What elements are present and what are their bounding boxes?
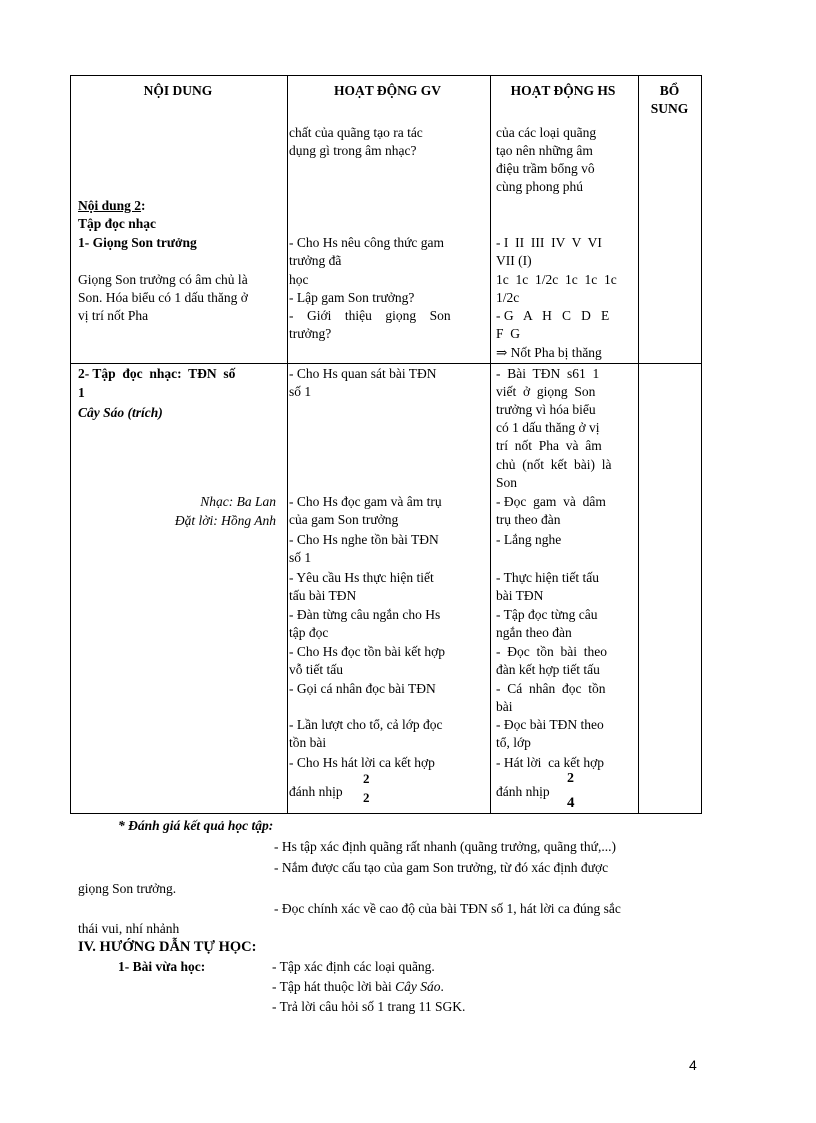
- row-divider: [71, 363, 701, 364]
- hs-activity-line: - Thực hiện tiết tấu: [496, 570, 600, 585]
- hs-activity-line: - Cá nhân đọc tồn: [496, 681, 606, 696]
- hs-text: tạo nên những âm: [496, 143, 593, 158]
- header-bo-sung-line2: SUNG: [650, 101, 689, 116]
- homework-item-post: .: [440, 979, 444, 994]
- gv-text: học: [289, 272, 309, 287]
- homework-item: - Tập xác định các loại quãng.: [272, 959, 435, 974]
- noi-dung-text: 2- Tập đọc nhạc: TĐN số: [78, 366, 236, 381]
- hs-text: F G: [496, 326, 521, 341]
- hs-text: 1c 1c 1/2c 1c 1c 1c: [496, 272, 617, 287]
- hs-activity-line: - Hát lời ca kết hợp: [496, 755, 604, 770]
- hs-text: - G A H C D E: [496, 308, 610, 323]
- hs-activity-line: - Tập đọc từng câu: [496, 607, 598, 622]
- noi-dung-subtitle: Tập đọc nhạc: [78, 216, 157, 231]
- noi-dung-text: vị trí nốt Pha: [78, 308, 149, 323]
- hs-activity-line: đàn kết hợp tiết tấu: [496, 662, 600, 677]
- gv-text: - Lập gam Son trưởng?: [289, 290, 415, 305]
- gv-activity-line: số 1: [289, 550, 312, 565]
- hs-activity-line: tổ, lớp: [496, 735, 531, 750]
- hs-activity-line: Son: [496, 475, 518, 490]
- homework-song-name: Cây Sáo: [395, 979, 441, 994]
- song-title: Cây Sáo (trích): [78, 405, 163, 420]
- col-divider: [638, 76, 639, 813]
- gv-activity-line: vỗ tiết tấu: [289, 662, 343, 677]
- noi-dung-text: 1: [78, 385, 85, 400]
- homework-item-pre: - Tập hát thuộc lời bài: [272, 979, 396, 994]
- hs-text: cùng phong phú: [496, 179, 583, 194]
- col-divider: [287, 76, 288, 813]
- section-heading: IV. HƯỚNG DẪN TỰ HỌC:: [78, 939, 257, 955]
- gv-text: trưởng?: [289, 326, 332, 341]
- hs-activity-line: trí nốt Pha và âm: [496, 438, 602, 453]
- hs-activity-line: - Đọc bài TĐN theo: [496, 717, 604, 732]
- gv-activity-line: - Cho Hs quan sát bài TĐN: [289, 366, 437, 381]
- gv-activity-line: - Yêu cầu Hs thực hiện tiết: [289, 570, 434, 585]
- hs-text: VII (I): [496, 253, 532, 268]
- music-credit: Nhạc: Ba Lan: [200, 494, 276, 509]
- gv-time-signature-top: 2: [363, 771, 370, 786]
- hs-text: ⇒ Nốt Pha bị thăng: [496, 345, 602, 360]
- evaluation-title: * Đánh giá kết quả học tập:: [118, 818, 274, 833]
- header-bo-sung-line1: BỔ: [659, 83, 680, 98]
- page-number: 4: [689, 1057, 697, 1073]
- header-noi-dung: NỘI DUNG: [143, 83, 213, 98]
- gv-activity-line: - Cho Hs hát lời ca kết hợp: [289, 755, 435, 770]
- noi-dung-2-colon: :: [141, 198, 146, 213]
- homework-item: [272, 978, 444, 996]
- hs-time-signature-top: 2: [567, 771, 574, 786]
- gv-text: chất của quãng tạo ra tác: [289, 125, 423, 140]
- hs-activity-line: - Đọc tồn bài theo: [496, 644, 607, 659]
- subsection-heading: 1- Bài vừa học:: [118, 959, 206, 974]
- homework-item: - Trả lời câu hỏi số 1 trang 11 SGK.: [272, 999, 466, 1014]
- hs-text: điệu trầm bổng vô: [496, 161, 595, 176]
- header-hoat-dong-hs: HOẠT ĐỘNG HS: [510, 83, 616, 98]
- noi-dung-text: Son. Hóa biểu có 1 dấu thăng ở: [78, 290, 248, 305]
- gv-activity-line: - Gọi cá nhân đọc bài TĐN: [289, 681, 436, 696]
- hs-activity-line: trụ theo đàn: [496, 512, 561, 527]
- gv-activity-line: - Cho Hs nghe tồn bài TĐN: [289, 532, 439, 547]
- evaluation-line: - Hs tập xác định quãng rất nhanh (quãng trưởng, quãng thứ,...): [274, 839, 616, 854]
- gv-activity-line: đánh nhịp: [289, 784, 343, 799]
- gv-time-signature-bottom: 2: [363, 790, 370, 805]
- noi-dung-item: 1- Giọng Son trưởng: [78, 235, 197, 250]
- evaluation-line: thái vui, nhí nhảnh: [78, 921, 180, 936]
- evaluation-line: - Đọc chính xác về cao độ của bài TĐN số 1, hát lời ca đúng sắc: [274, 901, 621, 916]
- gv-activity-line: - Cho Hs đọc tồn bài kết hợp: [289, 644, 445, 659]
- gv-activity-line: tập đọc: [289, 625, 329, 640]
- gv-activity-line: - Đàn từng câu ngắn cho Hs: [289, 607, 441, 622]
- gv-text: - Cho Hs nêu công thức gam: [289, 235, 445, 250]
- hs-text: của các loại quãng: [496, 125, 597, 140]
- gv-text: dụng gì trong âm nhạc?: [289, 143, 417, 158]
- hs-activity-line: đánh nhịp: [496, 784, 550, 799]
- header-bo-sung: [637, 82, 702, 118]
- hs-time-signature-bottom: 4: [567, 795, 575, 811]
- gv-activity-line: tấu bài TĐN: [289, 588, 357, 603]
- hs-text: - I II III IV V VI: [496, 235, 602, 250]
- hs-activity-line: bài TĐN: [496, 588, 544, 603]
- hs-activity-line: viết ở giọng Son: [496, 384, 596, 399]
- noi-dung-text: Giọng Son trưởng có âm chủ là: [78, 272, 248, 287]
- hs-activity-line: - Lắng nghe: [496, 532, 562, 547]
- hs-activity-line: có 1 dấu thăng ở vị: [496, 420, 600, 435]
- gv-text: trưởng đã: [289, 253, 342, 268]
- header-hoat-dong-gv: HOẠT ĐỘNG GV: [333, 83, 441, 98]
- gv-activity-line: số 1: [289, 384, 312, 399]
- evaluation-line: giọng Son trưởng.: [78, 881, 177, 896]
- gv-text: - Giới thiệu giọng Son: [289, 308, 451, 323]
- hs-activity-line: trưởng vì hóa biểu: [496, 402, 596, 417]
- noi-dung-2-label: Nội dung 2: [78, 198, 142, 213]
- hs-text: 1/2c: [496, 290, 520, 305]
- col-divider: [490, 76, 491, 813]
- evaluation-line: - Nắm được cấu tạo của gam Son trưởng, từ đó xác định được: [274, 860, 609, 875]
- hs-activity-line: bài: [496, 699, 513, 714]
- gv-activity-line: tồn bài: [289, 735, 327, 750]
- hs-activity-line: ngắn theo đàn: [496, 625, 572, 640]
- hs-activity-line: chủ (nốt kết bài) là: [496, 457, 612, 472]
- hs-activity-line: - Bài TĐN s61 1: [496, 366, 600, 381]
- lyrics-credit: Đặt lời: Hồng Anh: [174, 513, 276, 528]
- noi-dung-2-title: [78, 197, 146, 215]
- gv-activity-line: của gam Son trưởng: [289, 512, 399, 527]
- gv-activity-line: - Lần lượt cho tổ, cả lớp đọc: [289, 717, 443, 732]
- lesson-table: [70, 75, 702, 814]
- hs-activity-line: - Đọc gam và dâm: [496, 494, 606, 509]
- gv-activity-line: - Cho Hs đọc gam và âm trụ: [289, 494, 442, 509]
